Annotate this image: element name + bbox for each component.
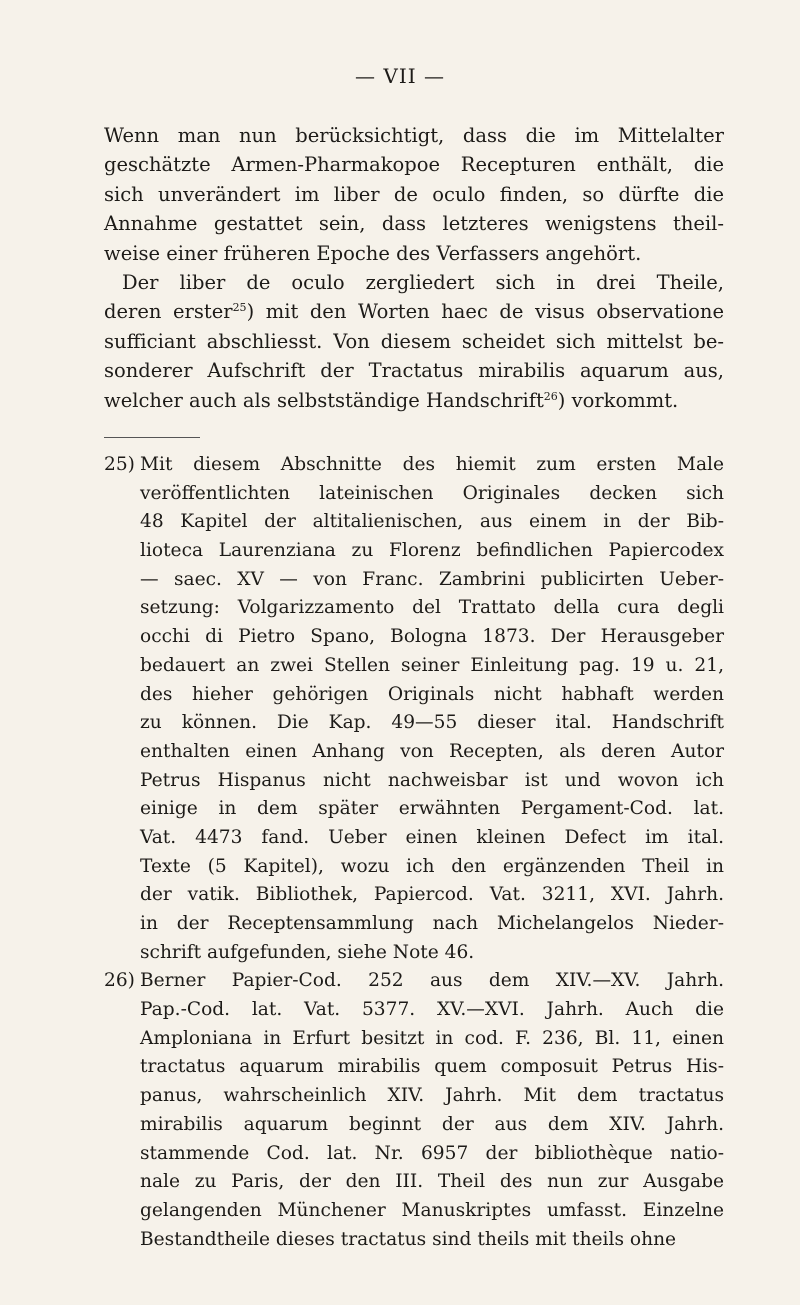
footnote-ref: 26 bbox=[543, 389, 558, 403]
text-line: weise einer früheren Epoche des Verfassers angehört. bbox=[104, 241, 642, 265]
footnote-line: tractatus aquarum mirabilis quem composuit Petrus His- bbox=[140, 1056, 724, 1078]
text-line: deren erster$^{25}$) mit den Worten haec de visus observatione bbox=[104, 300, 724, 324]
footnote-line: des hieher gehörigen Originals nicht habhaft werden bbox=[140, 683, 724, 705]
footnote-line: Petrus Hispanus nicht nachweisbar ist und wovon ich bbox=[140, 769, 724, 791]
footnote-line: setzung: Volgarizzamento del Trattato della cura degli bbox=[140, 597, 724, 619]
footnote-line: occhi di Pietro Spano, Bologna 1873. Der Herausgeber bbox=[140, 626, 724, 648]
footnote-number: 25) bbox=[104, 454, 135, 475]
footnote-line: Bestandtheile dieses tractatus sind theils mit theils ohne bbox=[140, 1228, 677, 1250]
footnote-line: 48 Kapitel der altitalienischen, aus einem in der Bib- bbox=[140, 511, 724, 533]
footnote-line: Vat. 4473 fand. Ueber einen kleinen Defect im ital. bbox=[140, 826, 724, 848]
footnote-number: 26) bbox=[104, 970, 135, 992]
footnote-line: Amploniana in Erfurt besitzt in cod. F. 236, Bl. 11, einen bbox=[140, 1027, 724, 1049]
text-line: sufficiant abschliesst. Von diesem scheidet sich mittelst be- bbox=[104, 329, 724, 353]
text-line: welcher auch als selbstständige Handschrift$^{26}$) vorkommt. bbox=[104, 388, 679, 412]
footnotes bbox=[104, 451, 724, 1254]
text-line: sich unverändert im liber de oculo finden, so dürfte die bbox=[104, 182, 724, 206]
footnote-line: schrift aufgefunden, siehe Note 46. bbox=[140, 941, 475, 963]
footnote-line: — saec. XV — von Franc. Zambrini publicirten Ueber- bbox=[140, 568, 724, 590]
footnote-line: zu können. Die Kap. 49—55 dieser ital. Handschrift bbox=[140, 712, 724, 734]
text-line: Wenn man nun berücksichtigt, dass die im Mittelalter bbox=[104, 124, 724, 147]
footnote-line: mirabilis aquarum beginnt der aus dem XIV. Jahrh. bbox=[140, 1113, 724, 1135]
footnote-line: veröffentlichten lateinischen Originales decken sich bbox=[140, 482, 724, 504]
footnote-line: 25) Mit diesem Abschnitte des hiemit zum ersten Male bbox=[104, 451, 724, 480]
footnote-line: in der Receptensammlung nach Michelangelos Nieder- bbox=[140, 913, 724, 934]
footnote-line: gelangenden Münchener Manuskriptes umfasst. Einzelne bbox=[140, 1199, 724, 1221]
footnote-line: 26) Berner Papier-Cod. 252 aus dem XIV.—XV. Jahrh. bbox=[104, 967, 724, 996]
footnote-line: bedauert an zwei Stellen seiner Einleitung pag. 19 u. 21, bbox=[140, 654, 724, 676]
running-head: — VII — bbox=[355, 64, 445, 88]
text-line: geschätzte Armen-Pharmakopoe Recepturen enthält, die bbox=[104, 153, 724, 177]
footnote-line: nale zu Paris, der den III. Theil des nun zur Ausgabe bbox=[140, 1171, 724, 1193]
footnote-line: enthalten einen Anhang von Recepten, als deren Autor bbox=[140, 740, 724, 762]
footnote-divider bbox=[104, 437, 200, 438]
footnote-line: stammende Cod. lat. Nr. 6957 der bibliothèque natio- bbox=[140, 1142, 724, 1164]
text-line: Der liber de oculo zergliedert sich in drei Theile, bbox=[122, 270, 724, 294]
footnote-line: Pap.-Cod. lat. Vat. 5377. XV.—XVI. Jahrh. Auch die bbox=[140, 999, 724, 1021]
text-line: sonderer Aufschrift der Tractatus mirabilis aquarum aus, bbox=[104, 359, 724, 383]
text-line: Annahme gestattet sein, dass letzteres wenigstens theil- bbox=[104, 212, 724, 236]
footnote-ref: 25 bbox=[232, 301, 247, 315]
footnote-line: Texte (5 Kapitel), wozu ich den ergänzenden Theil in bbox=[140, 855, 724, 877]
footnote-line: der vatik. Bibliothek, Papiercod. Vat. 3211, XVI. Jahrh. bbox=[140, 884, 724, 906]
footnote-line: lioteca Laurenziana zu Florenz befindlichen Papiercodex bbox=[140, 540, 724, 562]
main-text bbox=[104, 121, 724, 415]
footnote-line: panus, wahrscheinlich XIV. Jahrh. Mit dem tractatus bbox=[140, 1085, 724, 1107]
footnote-line: einige in dem später erwähnten Pergament-Cod. lat. bbox=[140, 798, 724, 820]
